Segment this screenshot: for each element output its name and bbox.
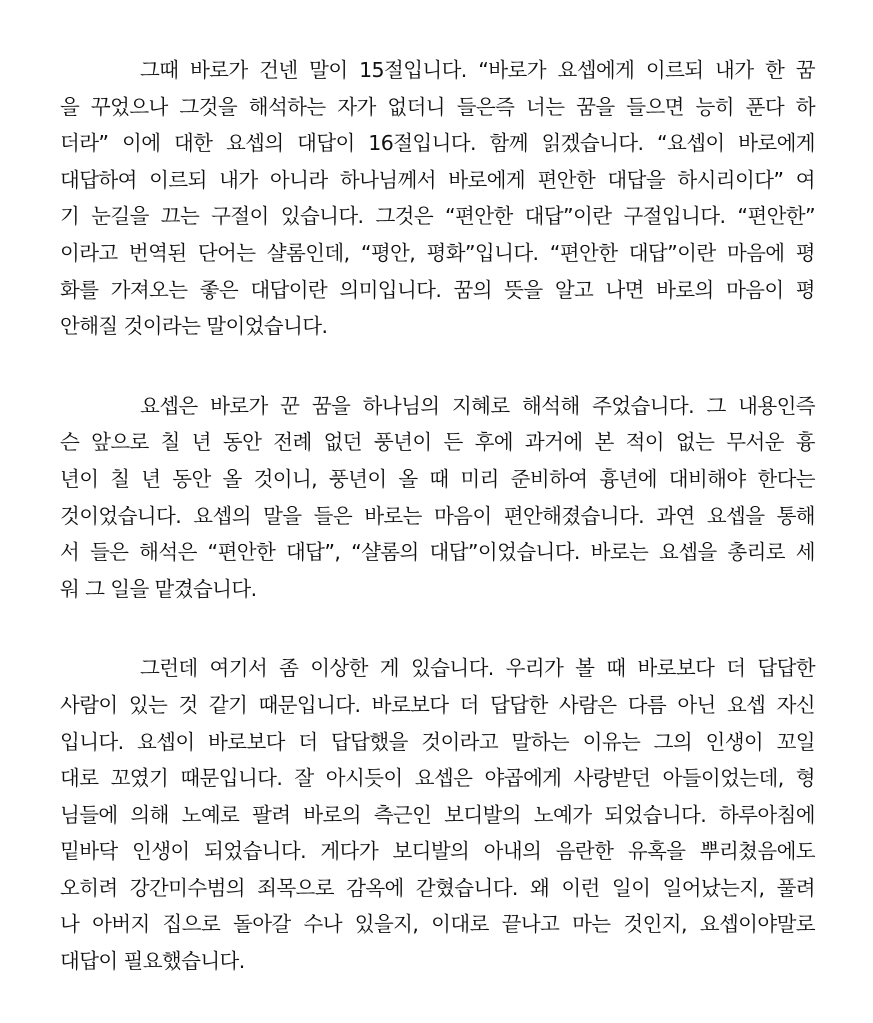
paragraph-line: 입니다. 요셉이 바로보다 더 답답했을 것이라고 말하는 이유는 그의 인생이 꼬일 — [60, 729, 815, 754]
paragraph-line: 기 눈길을 끄는 구절이 있습니다. 그것은 “편안한 대답”이란 구절입니다. “편안한” — [60, 204, 815, 229]
paragraph-2 — [60, 388, 815, 608]
paragraph-line: 워 그 일을 맡겼습니다. — [60, 576, 257, 601]
paragraph-line: 을 꾸었으나 그것을 해석하는 자가 없더니 들은즉 너는 꿈을 들으면 능히 푼다 하 — [60, 94, 815, 119]
paragraph-line: 더라” 이에 대한 요셉의 대답이 16절입니다. 함께 읽겠습니다. “요셉이 바로에게 — [60, 131, 815, 156]
paragraph-line: 것이었습니다. 요셉의 말을 들은 바로는 마음이 편안해졌습니다. 과연 요셉을 통해 — [60, 503, 815, 528]
paragraph-line: 이라고 번역된 단어는 샬롬인데, “평안, 평화”입니다. “편안한 대답”이란 마음에 평 — [60, 240, 815, 265]
paragraph-line: 밑바닥 인생이 되었습니다. 게다가 보디발의 아내의 음란한 유혹을 뿌리쳤음에도 — [60, 839, 815, 864]
paragraph-line: 대답이 필요했습니다. — [60, 949, 245, 974]
paragraph-line: 년이 칠 년 동안 올 것이니, 풍년이 올 때 미리 준비하여 흉년에 대비해야 한다는 — [60, 466, 815, 491]
paragraph-line: 님들에 의해 노예로 팔려 바로의 측근인 보디발의 노예가 되었습니다. 하루아침에 — [60, 802, 815, 827]
paragraph-line: 화를 가져오는 좋은 대답이란 의미입니다. 꿈의 뜻을 알고 나면 바로의 마음이 평 — [60, 277, 815, 302]
paragraph-line: 사람이 있는 것 같기 때문입니다. 바로보다 더 답답한 사람은 다름 아닌 요셉 자신 — [60, 692, 815, 717]
paragraph-line: 서 들은 해석은 “편안한 대답”, “샬롬의 대답”이었습니다. 바로는 요셉을 총리로 세 — [60, 540, 815, 565]
paragraph-line: 그때 바로가 건넨 말이 15절입니다. “바로가 요셉에게 이르되 내가 한 꿈 — [140, 58, 815, 82]
document-page — [60, 52, 815, 1023]
paragraph-3 — [60, 650, 815, 979]
paragraph-line: 오히려 강간미수범의 죄목으로 감옥에 갇혔습니다. 왜 이런 일이 일어났는지, 풀려 — [60, 875, 815, 900]
paragraph-line: 안해질 것이라는 말이었습니다. — [60, 314, 328, 339]
paragraph-line: 나 아버지 집으로 돌아갈 수나 있을지, 이대로 끝나고 마는 것인지, 요셉이야말로 — [60, 912, 815, 937]
paragraph-line: 대답하여 이르되 내가 아니라 하나님께서 바로에게 편안한 대답을 하시리이다” 여 — [60, 167, 815, 192]
paragraph-line: 대로 꼬였기 때문입니다. 잘 아시듯이 요셉은 야곱에게 사랑받던 아들이었는데, 형 — [60, 766, 815, 791]
paragraph-line: 요셉은 바로가 꾼 꿈을 하나님의 지혜로 해석해 주었습니다. 그 내용인즉 — [140, 393, 815, 418]
paragraph-line: 그런데 여기서 좀 이상한 게 있습니다. 우리가 볼 때 바로보다 더 답답한 — [140, 656, 815, 681]
paragraph-1 — [60, 52, 815, 345]
paragraph-line: 슨 앞으로 칠 년 동안 전례 없던 풍년이 든 후에 과거에 본 적이 없는 무서운 흉 — [60, 430, 815, 455]
